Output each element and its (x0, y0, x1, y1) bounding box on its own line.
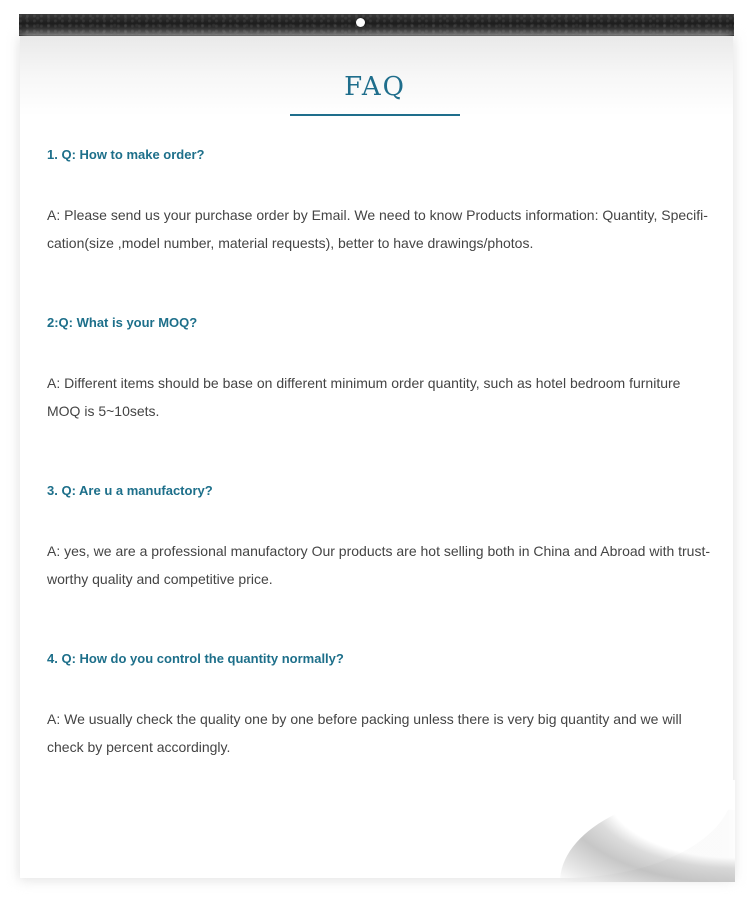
faq-answer: A: Please send us your purchase order by Email. We need to know Products information: Quantity, Specifi- cation(size ,model number, material requests), better to have drawings/photos. (47, 207, 708, 251)
faq-item (47, 313, 715, 481)
faq-answer: A: We usually check the quality one by one before packing unless there is very big quantity and we will check by percent accordingly. (47, 711, 682, 755)
faq-question: 4. Q: How do you control the quantity normally? (47, 651, 344, 666)
title-underline (290, 114, 460, 116)
faq-item (47, 145, 715, 313)
pin-icon (356, 18, 365, 27)
leather-header-bar (19, 14, 734, 36)
faq-answer: A: Different items should be base on different minimum order quantity, such as hotel bedroom furniture MOQ is 5~10sets. (47, 375, 681, 419)
page-title: FAQ (344, 72, 406, 102)
faq-question: 1. Q: How to make order? (47, 147, 205, 162)
faq-item (47, 649, 715, 817)
faq-answer: A: yes, we are a professional manufactory Our products are hot selling both in China and Abroad with trust- worthy quality and competitive price. (47, 543, 711, 587)
faq-question: 2:Q: What is your MOQ? (47, 315, 198, 330)
faq-item (47, 481, 715, 649)
faq-list (47, 145, 715, 817)
faq-question: 3. Q: Are u a manufactory? (47, 483, 213, 498)
